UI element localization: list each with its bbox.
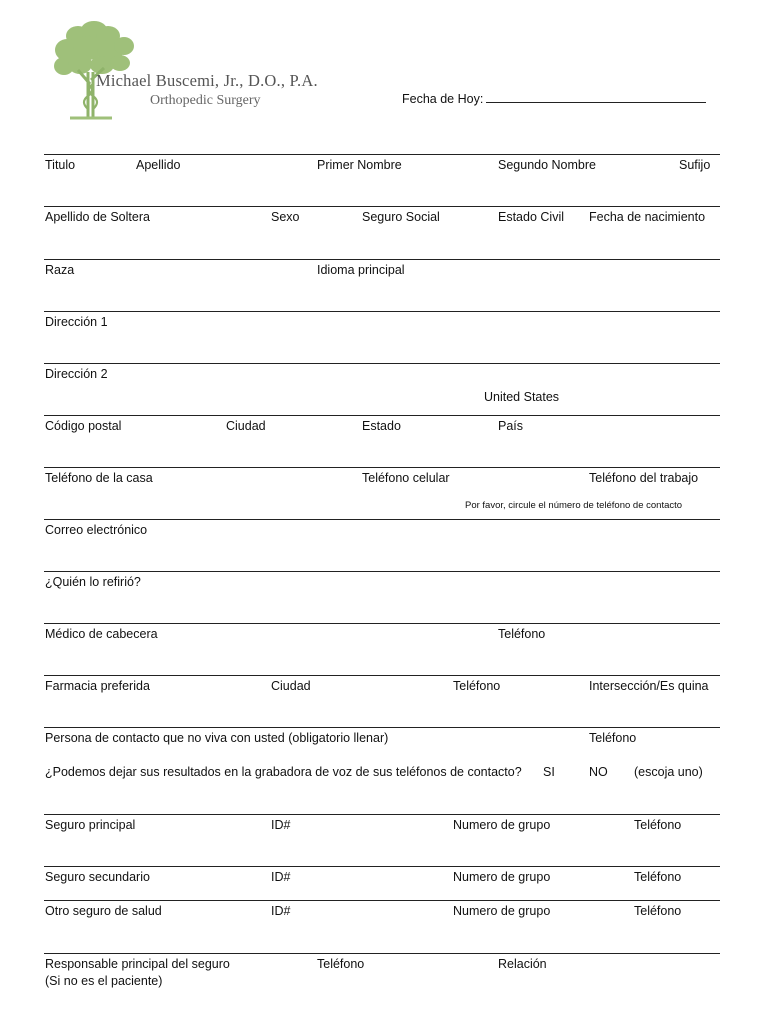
field-label-apellido-de-soltera: Apellido de Soltera (45, 210, 150, 224)
field-label-telefono-de-la-casa: Teléfono de la casa (45, 471, 153, 485)
field-line[interactable] (44, 467, 720, 468)
field-label-telefono-celular: Teléfono celular (362, 471, 450, 485)
field-label-direccion-1: Dirección 1 (45, 315, 108, 329)
field-label-seguro-secundario: Seguro secundario (45, 870, 150, 884)
field-line[interactable] (44, 154, 720, 155)
field-label-apellido: Apellido (136, 158, 181, 172)
date-field (402, 90, 706, 106)
field-label-ciudad: Ciudad (271, 679, 311, 693)
field-label-sufijo: Sufijo (679, 158, 711, 172)
prefilled-country: United States (484, 390, 560, 404)
field-label-responsable-principal-del-seguro: Responsable principal del seguro (45, 957, 230, 971)
field-line[interactable] (44, 727, 720, 728)
field-label-idioma-principal: Idioma principal (317, 263, 405, 277)
tree-logo (50, 14, 160, 122)
field-line[interactable] (44, 363, 720, 364)
field-label-interseccion-es-quina: Intersección/Es quina (589, 679, 709, 693)
field-label-telefono-del-trabajo: Teléfono del trabajo (589, 471, 699, 485)
field-line[interactable] (44, 866, 720, 867)
field-line[interactable] (44, 900, 720, 901)
field-label-fecha-de-nacimiento: Fecha de nacimiento (589, 210, 706, 224)
field-label-segundo-nombre: Segundo Nombre (498, 158, 596, 172)
field-line[interactable] (44, 311, 720, 312)
contact-phone-note: Por favor, circule el número de teléfono de contacto (465, 500, 683, 511)
field-label-id: ID# (271, 870, 291, 884)
field-label-seguro-social: Seguro Social (362, 210, 440, 224)
field-label-raza: Raza (45, 263, 75, 277)
practice-name: Michael Buscemi, Jr., D.O., P.A. (96, 71, 318, 90)
field-label-persona-de-contacto-que-no-viva-con-usted-obligatorio-llenar: Persona de contacto que no viva con usted (obligatorio llenar) (45, 731, 389, 745)
practice-specialty: Orthopedic Surgery (150, 93, 261, 108)
field-label-id: ID# (271, 904, 291, 918)
field-line[interactable] (44, 206, 720, 207)
field-label-direccion-2: Dirección 2 (45, 367, 108, 381)
field-label-telefono: Teléfono (498, 627, 546, 641)
field-label-telefono: Teléfono (634, 870, 682, 884)
field-label-seguro-principal: Seguro principal (45, 818, 136, 832)
field-label-pais: País (498, 419, 524, 433)
field-line[interactable] (44, 623, 720, 624)
field-label-numero-de-grupo: Numero de grupo (453, 870, 551, 884)
voicemail-question: ¿Podemos dejar sus resultados en la grabadora de voz de sus teléfonos de contacto? (45, 765, 522, 779)
field-line[interactable] (44, 675, 720, 676)
field-label-estado: Estado (362, 419, 401, 433)
field-label-numero-de-grupo: Numero de grupo (453, 818, 551, 832)
field-label-telefono: Teléfono (634, 818, 682, 832)
field-label-telefono: Teléfono (453, 679, 501, 693)
field-label-telefono: Teléfono (634, 904, 682, 918)
field-label-relacion: Relación (498, 957, 547, 971)
field-label-codigo-postal: Código postal (45, 419, 122, 433)
field-label-telefono: Teléfono (589, 731, 637, 745)
field-line[interactable] (44, 519, 720, 520)
field-label-quien-lo-refirio: ¿Quién lo refirió? (45, 575, 141, 589)
field-label-sexo: Sexo (271, 210, 300, 224)
date-blank[interactable] (486, 90, 706, 103)
field-label-correo-electronico: Correo electrónico (45, 523, 148, 537)
date-label: Fecha de Hoy: (402, 92, 484, 106)
field-label-otro-seguro-de-salud: Otro seguro de salud (45, 904, 162, 918)
field-label-estado-civil: Estado Civil (498, 210, 564, 224)
field-label-numero-de-grupo: Numero de grupo (453, 904, 551, 918)
option-si: SI (543, 765, 555, 779)
field-line[interactable] (44, 953, 720, 954)
choose-one-hint: (escoja uno) (634, 765, 703, 779)
field-label-titulo: Titulo (45, 158, 76, 172)
field-label-medico-de-cabecera: Médico de cabecera (45, 627, 158, 641)
field-label-telefono: Teléfono (317, 957, 365, 971)
field-label-farmacia-preferida: Farmacia preferida (45, 679, 150, 693)
field-line[interactable] (44, 814, 720, 815)
field-line[interactable] (44, 415, 720, 416)
field-line[interactable] (44, 571, 720, 572)
field-label-primer-nombre: Primer Nombre (317, 158, 402, 172)
field-label-ciudad: Ciudad (226, 419, 266, 433)
responsible-subnote: (Si no es el paciente) (45, 974, 163, 988)
field-line[interactable] (44, 259, 720, 260)
option-no: NO (589, 765, 608, 779)
field-label-id: ID# (271, 818, 291, 832)
